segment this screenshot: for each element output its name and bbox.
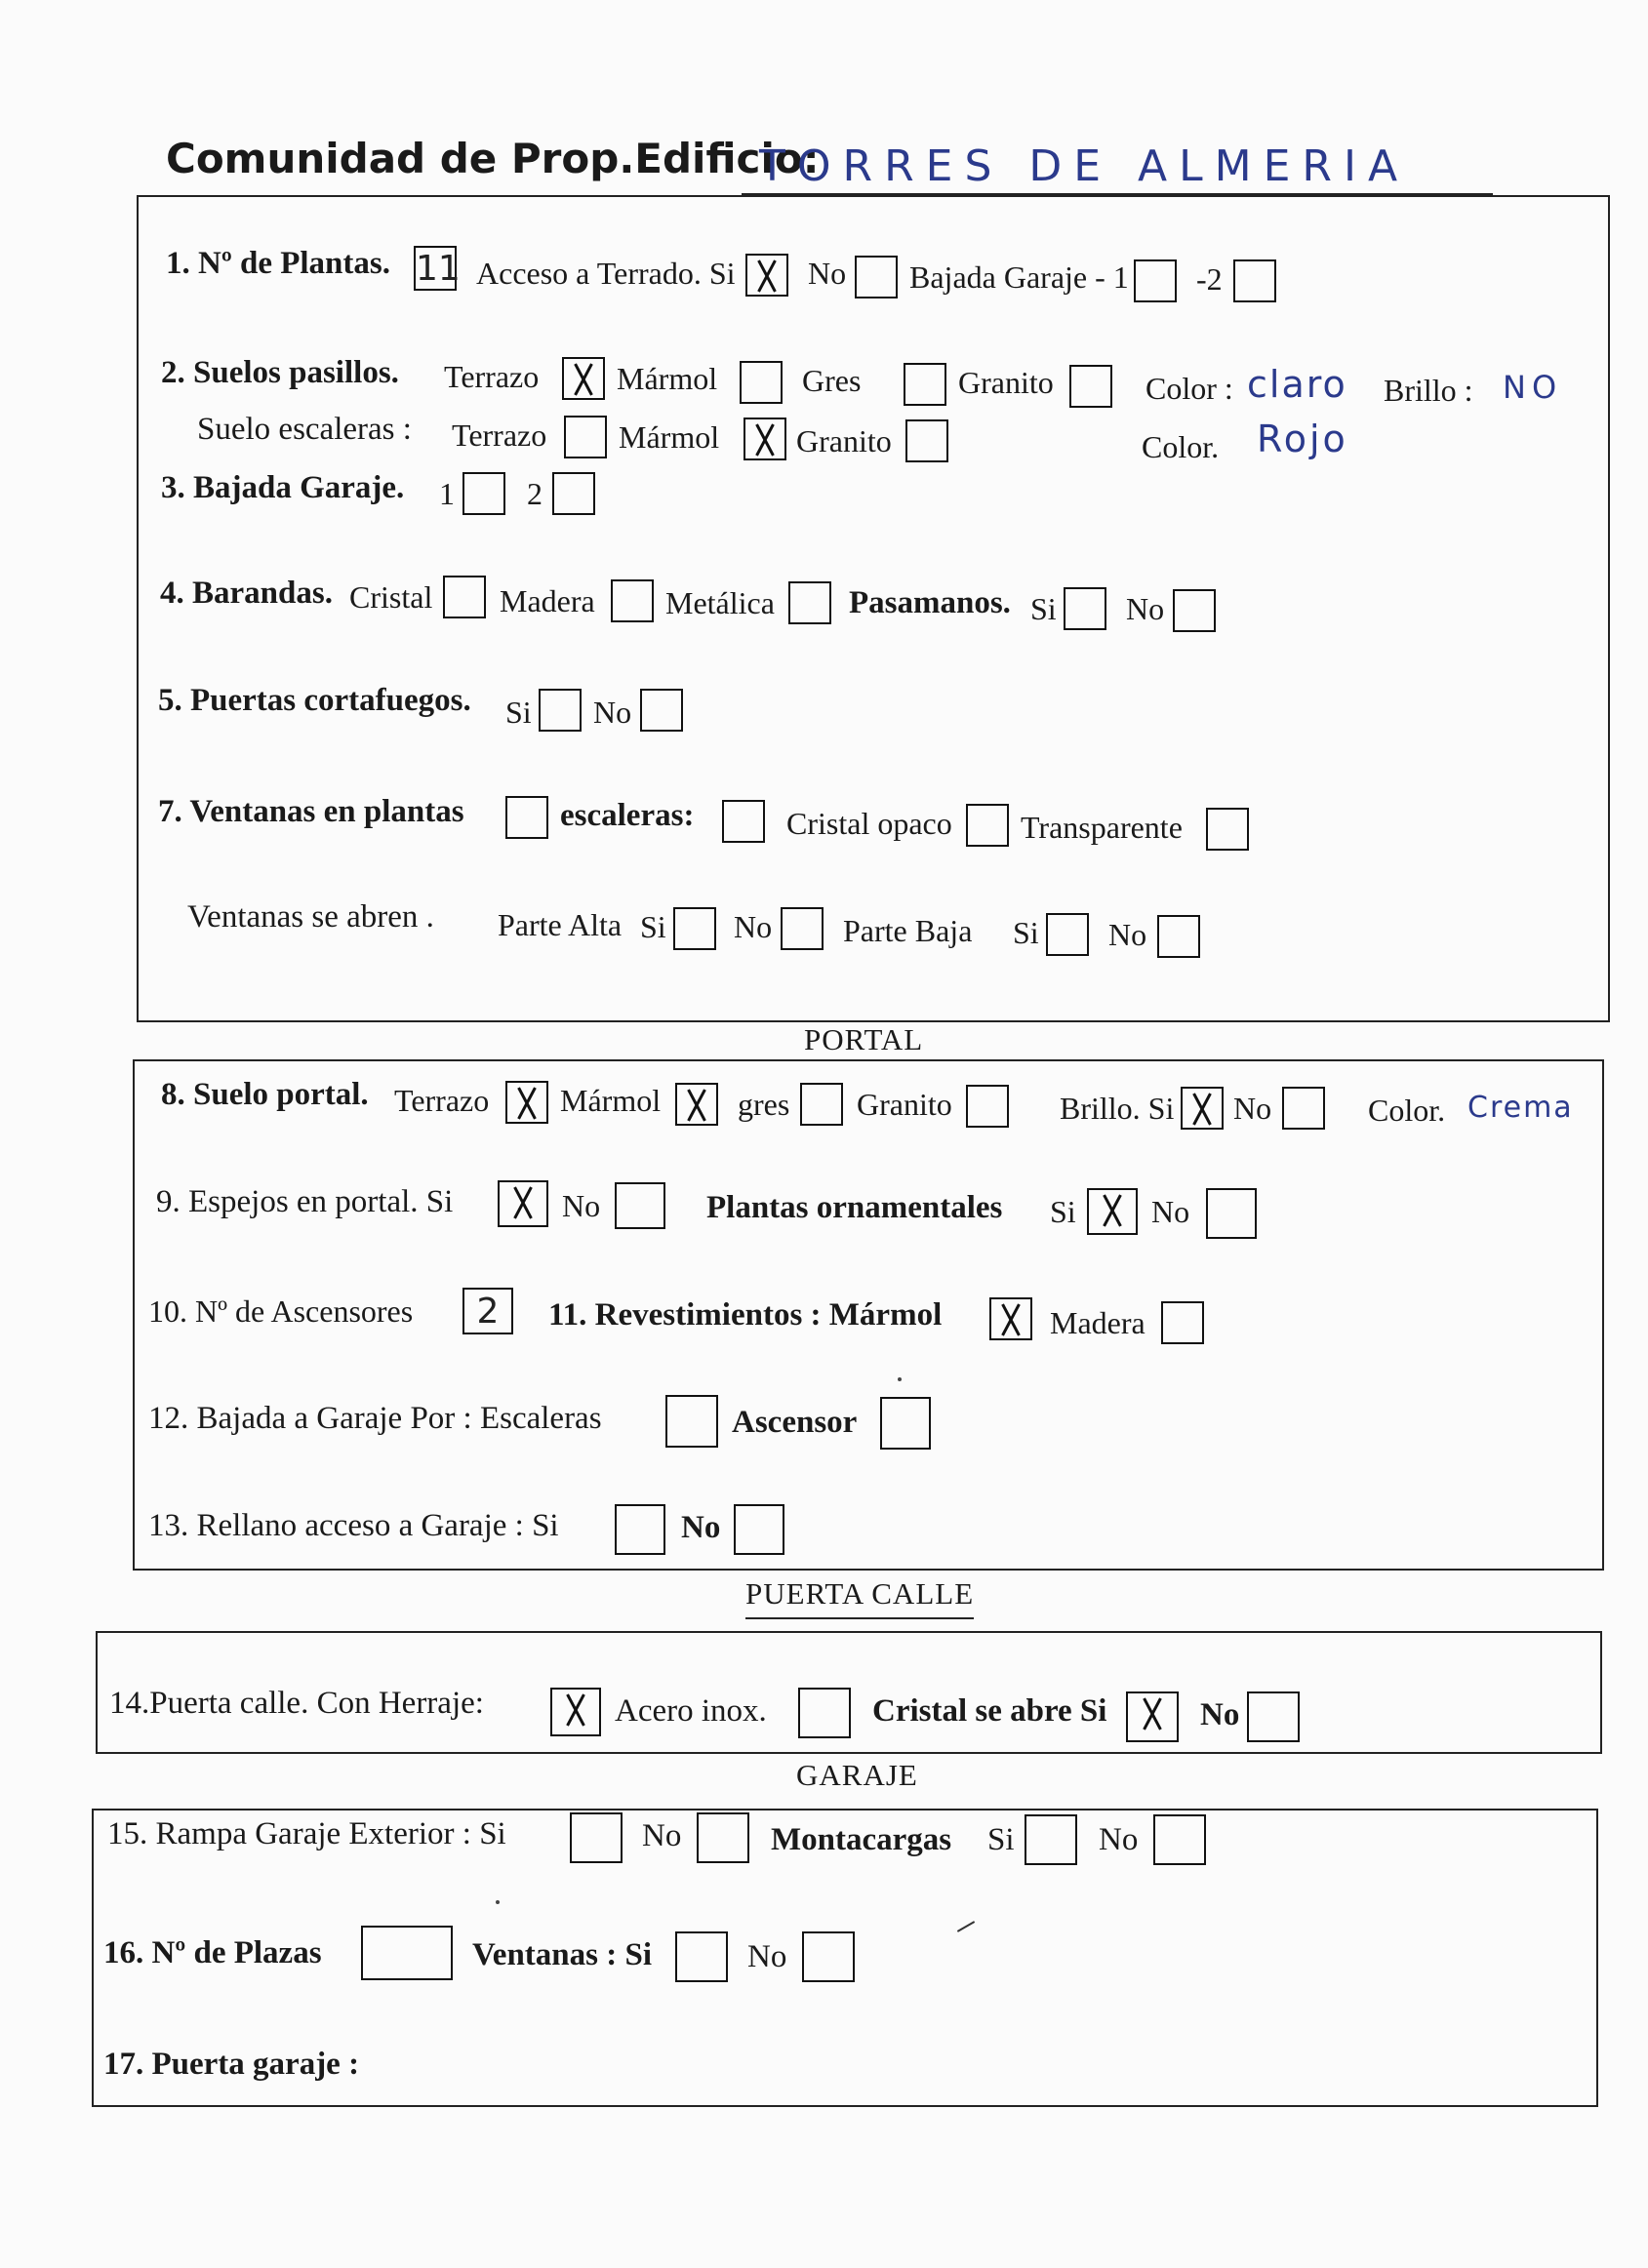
espejos-si-checkbox[interactable] xyxy=(498,1180,548,1227)
plantas-count-field[interactable]: 11 xyxy=(414,246,457,291)
q5-label: 5. Puertas cortafuegos. xyxy=(158,683,471,718)
pasillos-terrazo-checkbox[interactable] xyxy=(562,357,605,400)
q4-cristal-label: Cristal xyxy=(349,579,433,615)
escaleras-color-value: Rojo xyxy=(1257,418,1348,460)
escaleras-terrazo-checkbox[interactable] xyxy=(564,416,607,458)
pasamanos-si-checkbox[interactable] xyxy=(1064,587,1106,630)
pasillos-marmol-checkbox[interactable] xyxy=(740,361,783,404)
building-name: TORRES DE ALMERIA xyxy=(759,141,1410,191)
q15-no2-label: No xyxy=(1099,1822,1139,1857)
montacargas-si-checkbox[interactable] xyxy=(1025,1814,1077,1865)
puerta-calle-underline xyxy=(745,1617,974,1619)
q11-madera-label: Madera xyxy=(1050,1305,1146,1340)
q7b-baja-label: Parte Baja xyxy=(843,913,973,948)
portal-brillo-no-checkbox[interactable] xyxy=(1282,1087,1325,1130)
q14-label: 14.Puerta calle. Con Herraje: xyxy=(109,1686,484,1721)
q7-transparente-label: Transparente xyxy=(1021,810,1183,845)
portal-granito-checkbox[interactable] xyxy=(966,1085,1009,1128)
q2-color-label: Color : xyxy=(1146,371,1233,406)
plazas-count-field[interactable] xyxy=(361,1926,453,1980)
rampa-si-checkbox[interactable] xyxy=(570,1812,623,1863)
q8-terrazo-label: Terrazo xyxy=(394,1083,490,1118)
q4-pasamanos-label: Pasamanos. xyxy=(849,585,1011,620)
q9-plantas-label: Plantas ornamentales xyxy=(706,1190,1003,1225)
q8-gres-label: gres xyxy=(738,1087,790,1122)
q4-label: 4. Barandas. xyxy=(160,576,333,611)
q4-si-label: Si xyxy=(1030,591,1057,626)
plantas-si-checkbox[interactable] xyxy=(1087,1188,1138,1235)
q2b-marmol-label: Mármol xyxy=(619,419,720,455)
q12-ascensor-label: Ascensor xyxy=(732,1405,858,1440)
q8-label: 8. Suelo portal. xyxy=(161,1077,369,1112)
pasillos-color-value: claro xyxy=(1247,363,1347,406)
q2-label: 2. Suelos pasillos. xyxy=(161,355,399,390)
q14-acero-label: Acero inox. xyxy=(615,1693,767,1729)
q4-madera-label: Madera xyxy=(500,583,595,618)
q7b-no-label: No xyxy=(734,909,773,944)
baja-si-checkbox[interactable] xyxy=(1046,913,1089,956)
q9-no2-label: No xyxy=(1151,1194,1190,1229)
ventanas-garaje-no-checkbox[interactable] xyxy=(802,1931,855,1982)
q3-two-label: 2 xyxy=(527,476,543,511)
q2b-terrazo-label: Terrazo xyxy=(452,418,547,453)
q5-no-label: No xyxy=(593,695,632,730)
q9-si-label: Si xyxy=(1050,1194,1076,1229)
pasamanos-no-checkbox[interactable] xyxy=(1173,589,1216,632)
q7-opaco-label: Cristal opaco xyxy=(786,806,952,841)
barandas-cristal-checkbox[interactable] xyxy=(443,576,486,618)
q7b-si2-label: Si xyxy=(1013,915,1039,950)
barandas-metalica-checkbox[interactable] xyxy=(788,581,831,624)
portal-terrazo-checkbox[interactable] xyxy=(505,1081,548,1124)
q9-label: 9. Espejos en portal. Si xyxy=(156,1184,454,1219)
q2-gres-label: Gres xyxy=(802,363,862,398)
ventanas-garaje-si-checkbox[interactable] xyxy=(675,1931,728,1982)
revestimiento-marmol-checkbox[interactable] xyxy=(989,1297,1032,1340)
rellano-si-checkbox[interactable] xyxy=(615,1504,665,1555)
stray-dot xyxy=(898,1377,902,1381)
q7b-alta-label: Parte Alta xyxy=(498,907,623,942)
q5-si-label: Si xyxy=(505,695,532,730)
q13-no-label: No xyxy=(681,1510,721,1545)
portal-title: PORTAL xyxy=(804,1022,924,1056)
cortafuegos-si-checkbox[interactable] xyxy=(539,689,582,732)
pasillos-gres-checkbox[interactable] xyxy=(904,363,946,406)
q17-label: 17. Puerta garaje : xyxy=(103,2047,360,2082)
acero-inox-checkbox[interactable] xyxy=(798,1688,851,1738)
q2b-label: Suelo escaleras : xyxy=(197,412,412,447)
herraje-checkbox[interactable] xyxy=(550,1688,601,1736)
q2-brillo-label: Brillo : xyxy=(1384,373,1473,408)
q8-granito-label: Granito xyxy=(857,1087,952,1122)
q2b-color-label: Color. xyxy=(1142,429,1220,464)
q15-label: 15. Rampa Garaje Exterior : Si xyxy=(107,1816,506,1851)
q7b-no2-label: No xyxy=(1108,917,1147,952)
revestimiento-madera-checkbox[interactable] xyxy=(1161,1301,1204,1344)
pasillos-granito-checkbox[interactable] xyxy=(1069,365,1112,408)
q16-label: 16. Nº de Plazas xyxy=(103,1935,322,1970)
q7-label: 7. Ventanas en plantas xyxy=(158,794,464,829)
q7b-si-label: Si xyxy=(640,909,666,944)
q3-label: 3. Bajada Garaje. xyxy=(161,470,405,505)
garaje-2-checkbox[interactable] xyxy=(1233,259,1276,302)
portal-gres-checkbox[interactable] xyxy=(800,1083,843,1126)
cristal-opaco-checkbox[interactable] xyxy=(966,804,1009,847)
q4-no-label: No xyxy=(1126,591,1165,626)
q16-ventanas-label: Ventanas : Si xyxy=(472,1937,652,1972)
portal-color-value: Crema xyxy=(1467,1091,1574,1125)
terrado-si-checkbox[interactable] xyxy=(745,254,788,297)
portal-brillo-si-checkbox[interactable] xyxy=(1181,1087,1224,1130)
escaleras-granito-checkbox[interactable] xyxy=(905,419,948,462)
q2-marmol-label: Mármol xyxy=(617,361,718,396)
q14-no-label: No xyxy=(1200,1697,1240,1732)
terrado-no-checkbox[interactable] xyxy=(855,256,898,298)
q1-no-label: No xyxy=(808,256,847,291)
portal-marmol-checkbox[interactable] xyxy=(675,1083,718,1126)
cortafuegos-no-checkbox[interactable] xyxy=(640,689,683,732)
barandas-madera-checkbox[interactable] xyxy=(611,579,654,622)
espejos-no-checkbox[interactable] xyxy=(615,1182,665,1229)
q2-granito-label: Granito xyxy=(958,365,1054,400)
q15-si-label: Si xyxy=(987,1822,1015,1857)
q3-one-label: 1 xyxy=(439,476,455,511)
plantas-no-checkbox[interactable] xyxy=(1206,1188,1257,1239)
q8-brillo-label: Brillo. Si xyxy=(1060,1091,1175,1126)
q8-no-label: No xyxy=(1233,1091,1272,1126)
q4-metalica-label: Metálica xyxy=(665,585,775,620)
q16-no-label: No xyxy=(747,1939,787,1974)
q2b-granito-label: Granito xyxy=(796,423,892,458)
bajada-escaleras-checkbox[interactable] xyxy=(665,1395,718,1448)
q10-label: 10. Nº de Ascensores xyxy=(148,1293,414,1329)
cristal-si-checkbox[interactable] xyxy=(1126,1691,1179,1742)
escaleras-marmol-checkbox[interactable] xyxy=(744,418,786,460)
q8-color-label: Color. xyxy=(1368,1093,1446,1128)
cristal-no-checkbox[interactable] xyxy=(1247,1691,1300,1742)
baja-no-checkbox[interactable] xyxy=(1157,915,1200,958)
q2-terrazo-label: Terrazo xyxy=(444,359,540,394)
stray-dot-2 xyxy=(496,1900,500,1904)
ventanas-plantas-checkbox[interactable] xyxy=(505,796,548,839)
transparente-checkbox[interactable] xyxy=(1206,808,1249,851)
puerta-calle-title: PUERTA CALLE xyxy=(745,1576,975,1611)
q7-escaleras-label: escaleras: xyxy=(560,798,695,833)
rampa-no-checkbox[interactable] xyxy=(697,1812,749,1863)
q11-label: 11. Revestimientos : Mármol xyxy=(548,1297,943,1333)
pasillos-brillo-value: NO xyxy=(1503,369,1563,406)
garaje-title: GARAJE xyxy=(796,1758,918,1792)
garaje-1-checkbox[interactable] xyxy=(1134,259,1177,302)
rellano-no-checkbox[interactable] xyxy=(734,1504,784,1555)
bajada-2-checkbox[interactable] xyxy=(552,472,595,515)
q15-montacargas-label: Montacargas xyxy=(771,1822,952,1857)
q13-label: 13. Rellano acceso a Garaje : Si xyxy=(148,1508,559,1543)
form-title: Comunidad de Prop.Edificio: xyxy=(166,135,820,182)
alta-no-checkbox[interactable] xyxy=(781,907,824,950)
q14-cristal-label: Cristal se abre Si xyxy=(872,1693,1107,1729)
montacargas-no-checkbox[interactable] xyxy=(1153,1814,1206,1865)
q8-marmol-label: Mármol xyxy=(560,1083,662,1118)
ascensores-count-field[interactable]: 2 xyxy=(462,1288,513,1334)
alta-si-checkbox[interactable] xyxy=(673,907,716,950)
ventanas-escaleras-checkbox[interactable] xyxy=(722,800,765,843)
q15-no-label: No xyxy=(642,1818,682,1853)
q1-label: 1. Nº de Plantas. xyxy=(166,246,390,281)
q9-no-label: No xyxy=(562,1188,601,1223)
q1-acceso-label: Acceso a Terrado. Si xyxy=(476,256,736,291)
q7b-label: Ventanas se abren . xyxy=(187,899,434,935)
q1-bajada-label: Bajada Garaje - 1 xyxy=(909,259,1129,295)
q12-label: 12. Bajada a Garaje Por : Escaleras xyxy=(148,1401,602,1436)
bajada-ascensor-checkbox[interactable] xyxy=(880,1397,931,1450)
bajada-1-checkbox[interactable] xyxy=(462,472,505,515)
q1-minus2-label: -2 xyxy=(1196,261,1223,297)
